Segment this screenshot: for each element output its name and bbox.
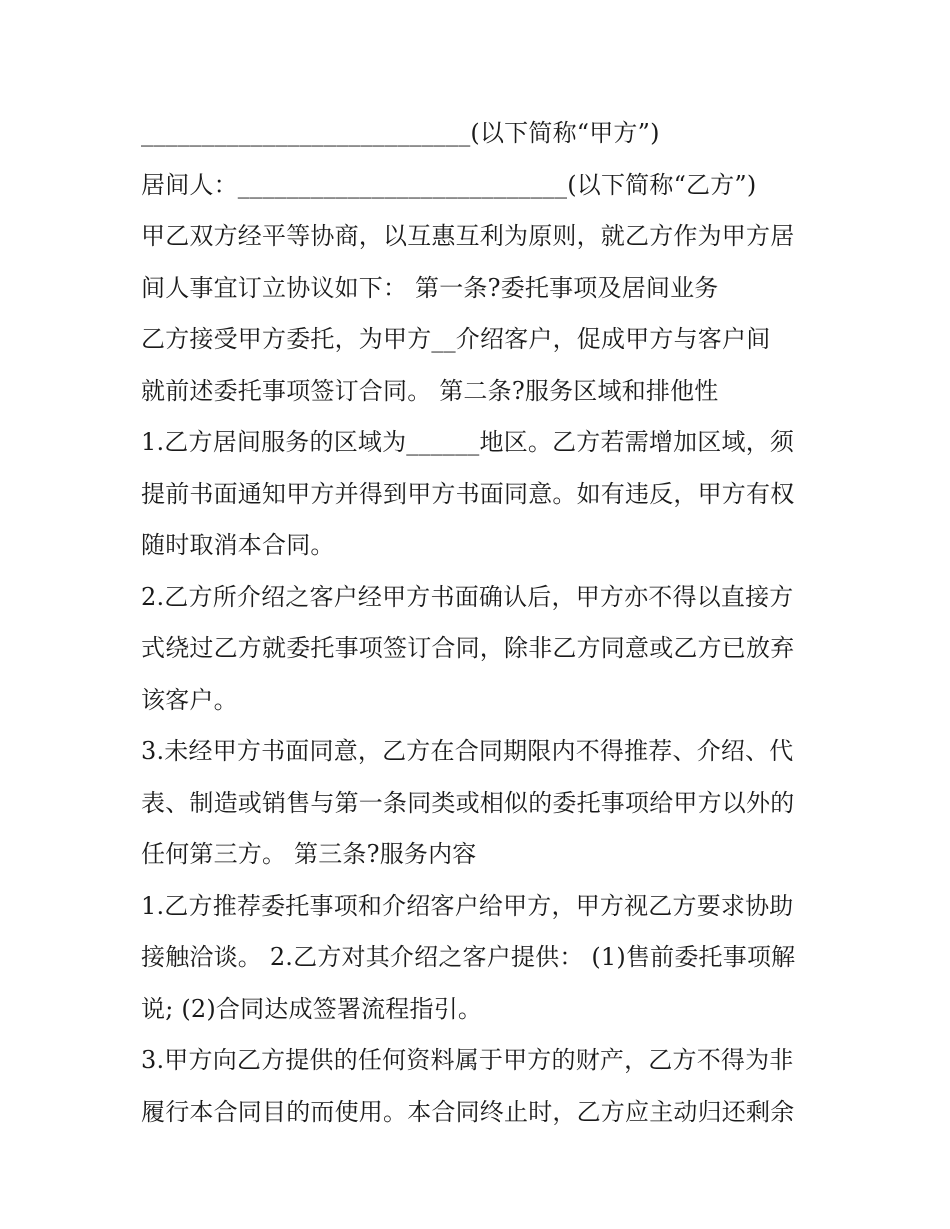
paragraph-line: 2.乙方所介绍之客户经甲方书面确认后，甲方亦不得以直接方 — [141, 582, 794, 611]
paragraph-line: 乙方接受甲方委托，为甲方__介绍客户，促成甲方与客户间 — [141, 325, 771, 353]
intermediary-line: 居间人：___________________________(以下简称“乙方”) — [141, 170, 757, 199]
paragraph-line: 3.甲方向乙方提供的任何资料属于甲方的财产，乙方不得为非 — [141, 1046, 794, 1074]
paragraph-line: 表、制造或销售与第一条同类或相似的委托事项给甲方以外的 — [141, 788, 795, 817]
paragraph-line: 1.乙方推荐委托事项和介绍客户给甲方，甲方视乙方要求协助 — [141, 891, 794, 920]
paragraph-line: 提前书面通知甲方并得到甲方书面同意。如有违反，甲方有权 — [141, 479, 795, 508]
paragraph-line: 3.未经甲方书面同意，乙方在合同期限内不得推荐、介绍、代 — [141, 737, 794, 765]
party-a-line: ___________________________(以下简称“甲方”) — [141, 119, 660, 147]
paragraph-line: 随时取消本合同。 — [141, 531, 335, 559]
document-body — [141, 108, 821, 1138]
paragraph-line: 该客户。 — [141, 685, 238, 714]
paragraph-line: 间人事宜订立协议如下： 第一条?委托事项及居间业务 — [141, 273, 719, 302]
paragraph-line: 履行本合同目的而使用。本合同终止时，乙方应主动归还剩余 — [141, 1097, 795, 1126]
paragraph-line: 任何第三方。 第三条?服务内容 — [141, 840, 477, 868]
paragraph-line: 1.乙方居间服务的区域为______地区。乙方若需增加区域，须 — [141, 428, 795, 456]
paragraph-line: 说; (2)合同达成签署流程指引。 — [141, 994, 483, 1023]
paragraph-line: 甲乙双方经平等协商，以互惠互利为原则，就乙方作为甲方居 — [141, 222, 795, 250]
paragraph-line: 接触洽谈。 2.乙方对其介绍之客户提供： (1)售前委托事项解 — [141, 943, 796, 971]
paragraph-line: 式绕过乙方就委托事项签订合同，除非乙方同意或乙方已放弃 — [141, 634, 795, 662]
paragraph-line: 就前述委托事项签订合同。 第二条?服务区域和排他性 — [141, 376, 719, 405]
